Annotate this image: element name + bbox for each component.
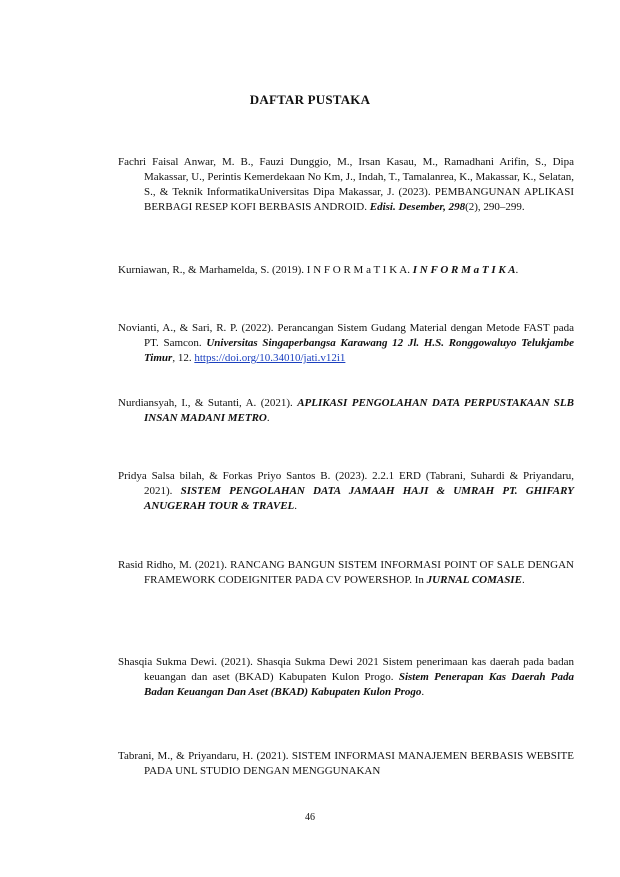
reference-tail: .: [515, 264, 519, 276]
reference-text: Rasid Ridho, M. (2021). RANCANG BANGUN SISTEM INFORMASI POINT OF SALE DENGAN FRAMEWORK CODEIGNITER PADA CV POWERSHOP. In: [118, 559, 574, 586]
reference-tail: .: [266, 412, 270, 424]
reference-text: Tabrani, M., & Priyandaru, H. (2021). SISTEM INFORMASI MANAJEMEN BERBASIS WEBSITE PADA UNL STUDIO DENGAN MENGGUNAKAN: [118, 750, 574, 777]
reference-source: Edisi. Desember: [369, 201, 444, 213]
reference-text: Kurniawan, R., & Marhamelda, S. (2019). I N F O R M a T I K A.: [118, 264, 413, 276]
reference-entry: [118, 655, 574, 700]
page-title: DAFTAR PUSTAKA: [249, 92, 371, 107]
reference-text: Pridya Salsa bilah, & Forkas Priyo Santos B. (2023). 2.2.1 ERD (Tabrani, Suhardi & Priyandaru, 2021).: [118, 470, 574, 497]
reference-text: Shasqia Sukma Dewi. (2021). Shasqia Sukma Dewi 2021 Sistem penerimaan kas daerah pada badan keuangan dan aset (BKAD) Kabupaten Kulon Progo.: [118, 656, 574, 683]
reference-text: Novianti, A., & Sari, R. P. (2022). Perancangan Sistem Gudang Material dengan Metode FAST pada PT. Samcon.: [118, 322, 574, 349]
reference-tail: .: [521, 574, 525, 586]
reference-text: Nurdiansyah, I., & Sutanti, A. (2021).: [118, 397, 298, 409]
doi-link[interactable]: https://doi.org/10.34010/jati.v12i1: [194, 352, 346, 364]
reference-source: JURNAL COMASIE: [426, 574, 522, 586]
reference-entry: [118, 396, 574, 426]
reference-volume: , 298: [443, 201, 466, 213]
reference-entry: [118, 255, 574, 285]
page-number: 46: [305, 812, 315, 823]
reference-tail: .: [421, 686, 425, 698]
reference-source: I N F O R M a T I K A: [412, 264, 516, 276]
reference-source: SISTEM PENGOLAHAN DATA JAMAAH HAJI & UMRAH PT. GHIFARY ANUGERAH TOUR & TRAVEL: [144, 485, 574, 512]
reference-tail: .: [294, 500, 298, 512]
reference-entry: [118, 558, 574, 588]
reference-entry: [118, 155, 574, 215]
reference-source: Sistem Penerapan Kas Daerah Pada Badan Keuangan Dan Aset (BKAD) Kabupaten Kulon Progo: [144, 671, 574, 698]
reference-entry: [118, 749, 574, 779]
reference-entry: [118, 469, 574, 514]
reference-tail: (2), 290–299.: [465, 201, 525, 213]
reference-entry: [118, 321, 574, 366]
reference-source: APLIKASI PENGOLAHAN DATA PERPUSTAKAAN SLB INSAN MADANI METRO: [144, 397, 574, 424]
reference-text: Fachri Faisal Anwar, M. B., Fauzi Dunggio, M., Irsan Kasau, M., Ramadhani Arifin, S., Dipa Makassar, U., Perintis Kemerdekaan No Km, J., Indah, T., Tamalanrea, K., Makassar, K., Selatan, S., & Teknik InformatikaUniversitas Dipa Makassar, J. (2023). PEMBANGUNAN APLIKASI BERBAGI RESEP KOFI BERBASIS ANDROID.: [118, 156, 574, 213]
reference-source: Universitas Singaperbangsa Karawang 12 Jl. H.S. Ronggowaluyo Telukjambe Timur: [144, 337, 574, 364]
reference-tail: , 12.: [172, 352, 195, 364]
